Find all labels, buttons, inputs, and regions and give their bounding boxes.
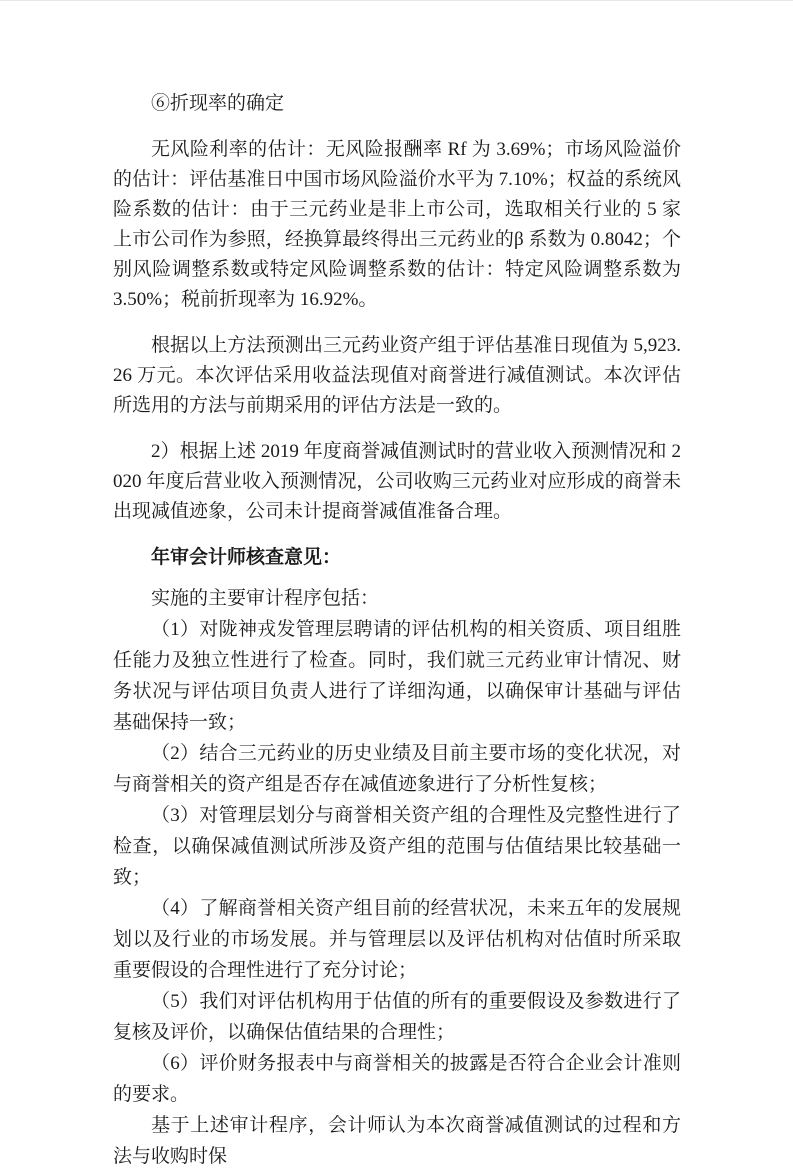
procedure-item-3: （3）对管理层划分与商誉相关资产组的合理性及完整性进行了检查，以确保减值测试所涉及资产组的范围与估值结果比较基础一致；	[113, 805, 681, 888]
procedure-item-5: （5）我们对评估机构用于估值的所有的重要假设及参数进行了复核及评价，以确保估值结果的合理性；	[113, 991, 681, 1043]
procedure-item-2: （2）结合三元药业的历史业绩及目前主要市场的变化状况，对与商誉相关的资产组是否存在减值迹象进行了分析性复核；	[113, 743, 681, 795]
section-heading-discount-rate: ⑥折现率的确定	[151, 93, 285, 114]
paragraph-impairment-conclusion: 2）根据上述 2019 年度商誉减值测试时的营业收入预测情况和 2020 年度后营业收入预测情况，公司收购三元药业对应形成的商誉未出现减值迹象，公司未计提商誉减值准备合理。	[113, 441, 681, 522]
closing-line: 基于上述审计程序，会计师认为本次商誉减值测试的过程和方法与收购时保	[113, 1115, 681, 1167]
procedure-item-6: （6）评价财务报表中与商誉相关的披露是否符合企业会计准则的要求。	[113, 1053, 681, 1105]
procedure-item-1: （1）对陇神戎发管理层聘请的评估机构的相关资质、项目组胜任能力及独立性进行了检查。同时，我们就三元药业审计情况、财务状况与评估项目负责人进行了详细沟通，以确保审计基础与评估基础保持一致；	[113, 619, 681, 733]
procedure-item-4: （4）了解商誉相关资产组目前的经营状况，未来五年的发展规划以及行业的市场发展。并与管理层以及评估机构对估值时所采取重要假设的合理性进行了充分讨论；	[113, 898, 681, 981]
heading-auditor-opinion: 年审会计师核查意见：	[151, 547, 342, 568]
intro-audit-procedures: 实施的主要审计程序包括：	[151, 588, 380, 609]
paragraph-present-value-result: 根据以上方法预测出三元药业资产组于评估基准日现值为 5,923.26 万元。本次评估采用收益法现值对商誉进行减值测试。本次评估所选用的方法与前期采用的评估方法是一致的。	[113, 335, 681, 416]
paragraph-risk-free-rate-estimates: 无风险利率的估计：无风险报酬率 Rf 为 3.69%；市场风险溢价的估计：评估基准日中国市场风险溢价水平为 7.10%；权益的系统风险系数的估计：由于三元药业是非上市公司，选取相关行业的 5 家上市公司作为参照，经换算最终得出三元药业的β 系数为 0.8042；个别风险调整系数或特定风险调整系数的估计：特定风险调整系数为 3.50%；税前折现率为 16.92%。	[113, 139, 681, 310]
